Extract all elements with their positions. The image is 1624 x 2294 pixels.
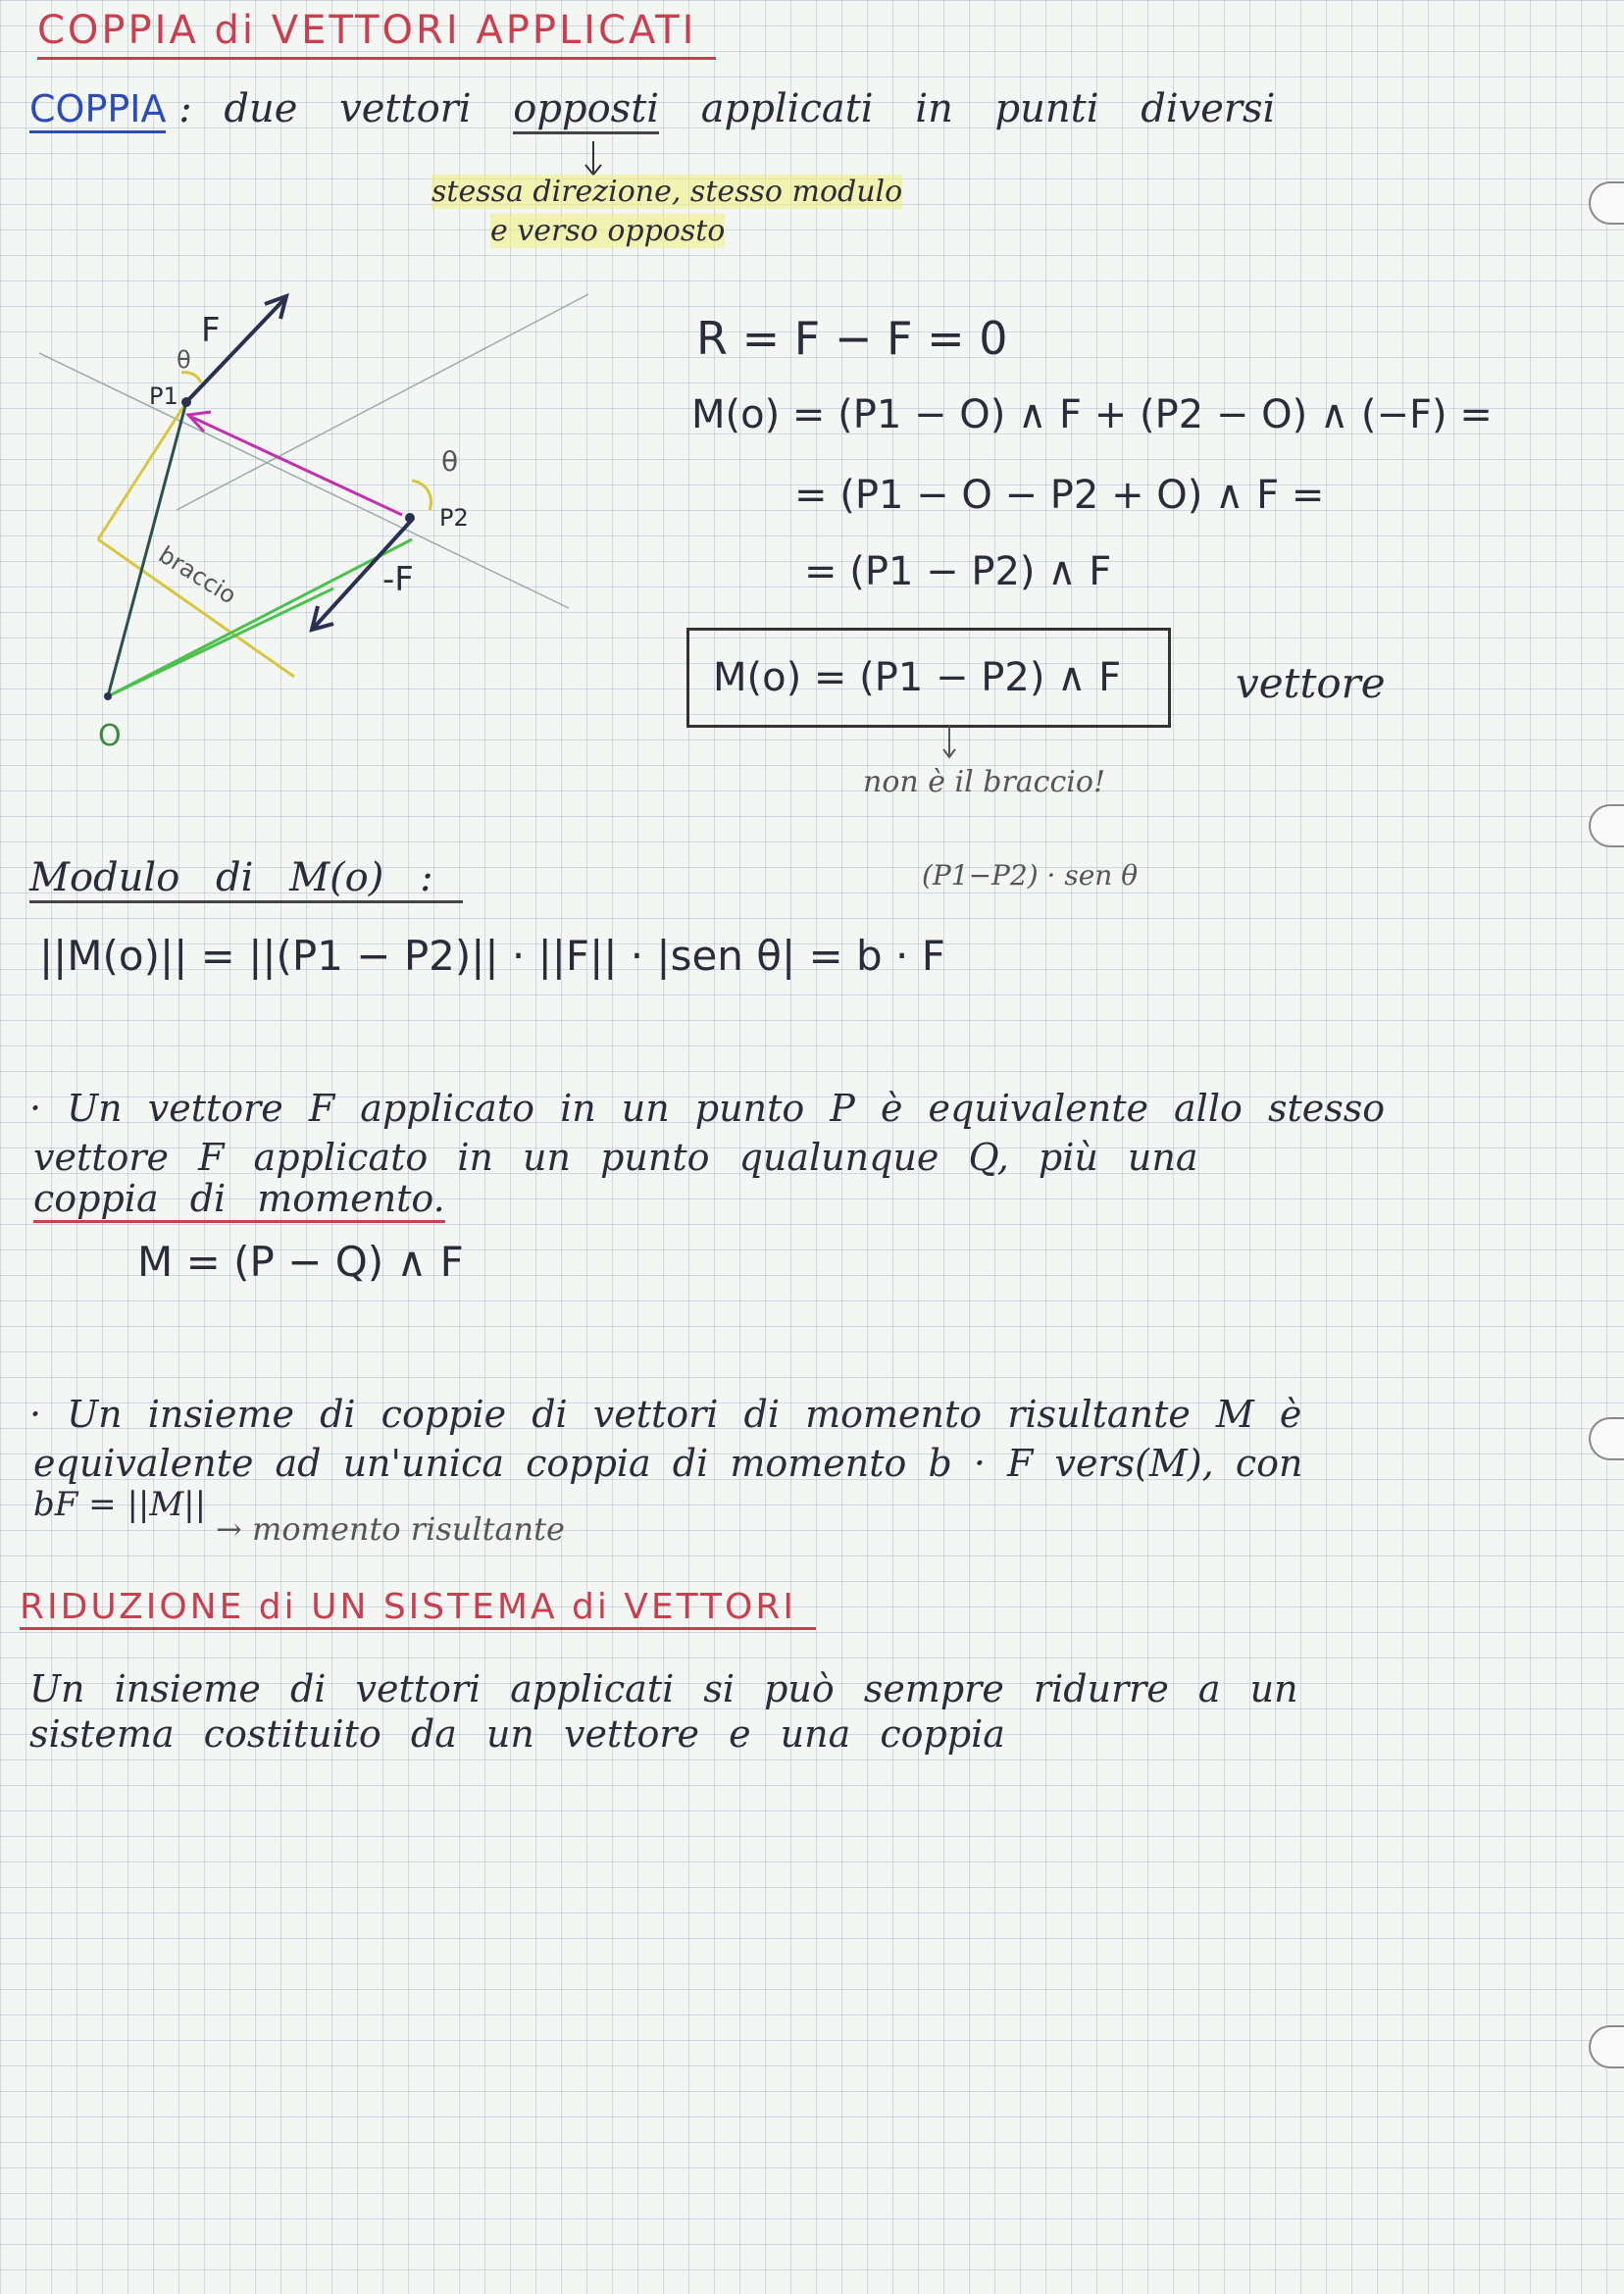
label-O: O — [98, 719, 122, 753]
def-text-after: applicati in punti diversi — [700, 86, 1276, 131]
eq-M-line1: M(o) = (P1 − O) ∧ F + (P2 − O) ∧ (−F) = — [691, 392, 1493, 437]
label-P1: P1 — [149, 382, 178, 410]
section2-line2: sistema costituito da un vettore e una coppia — [29, 1712, 1005, 1756]
def-text-before: due vettori — [224, 86, 472, 131]
para2-line3: bF = ||M|| — [33, 1485, 207, 1524]
para1-line2: vettore F applicato in un punto qualunque Q, più una — [33, 1136, 1198, 1179]
binder-hole — [1589, 804, 1624, 847]
label-F: F — [201, 311, 221, 350]
non-braccio-arrow — [939, 726, 959, 765]
modulo-annotation: (P1−P2) · sen θ — [922, 859, 1139, 892]
modulo-heading: Modulo di M(o) : — [29, 855, 463, 903]
para1-formula: M = (P − Q) ∧ F — [137, 1238, 464, 1286]
modulo-formula: ||M(o)|| = ||(P1 − P2)|| · ||F|| · |sen θ| = b · F — [39, 932, 945, 980]
label-braccio: braccio — [153, 540, 241, 610]
non-braccio-note: non è il braccio! — [863, 765, 1106, 799]
eq-vettore: vettore — [1236, 659, 1386, 707]
definition-line — [29, 86, 1275, 131]
para2-note: → momento risultante — [216, 1510, 565, 1548]
binder-hole — [1589, 2025, 1624, 2068]
eq-M-boxed: M(o) = (P1 − P2) ∧ F — [686, 628, 1171, 728]
eq-R: R = F − F = 0 — [696, 312, 1008, 365]
para1-line1: · Un vettore F applicato in un punto P è equivalente allo stesso — [29, 1087, 1386, 1130]
note-line-2: e verso opposto — [490, 214, 726, 248]
label-theta-1: θ — [177, 346, 191, 374]
def-opposti: opposti — [513, 86, 659, 134]
para2-line1: · Un insieme di coppie di vettori di momento risultante M è — [29, 1393, 1302, 1436]
para2-line2: equivalente ad un'unica coppia di momento b · F vers(M), con — [33, 1442, 1303, 1485]
binder-hole — [1589, 1417, 1624, 1460]
para1-line3: coppia di momento. — [33, 1177, 445, 1223]
label-minus-F: -F — [382, 560, 414, 599]
label-P2: P2 — [439, 504, 469, 532]
couple-diagram — [39, 275, 608, 785]
coppia-label: COPPIA — [29, 87, 166, 133]
section2-line1: Un insieme di vettori applicati si può sempre ridurre a un — [29, 1667, 1298, 1710]
label-theta-2: θ — [441, 445, 459, 478]
def-colon: : — [178, 86, 192, 131]
note-line-1: stessa direzione, stesso modulo — [431, 175, 903, 209]
section2-title: RIDUZIONE di UN SISTEMA di VETTORI — [20, 1587, 816, 1630]
eq-M-line2: = (P1 − O − P2 + O) ∧ F = — [794, 473, 1325, 518]
binder-hole — [1589, 181, 1624, 225]
page-title: COPPIA di VETTORI APPLICATI — [37, 8, 716, 60]
eq-M-line3: = (P1 − P2) ∧ F — [804, 549, 1112, 594]
opposti-arrow — [579, 139, 608, 178]
